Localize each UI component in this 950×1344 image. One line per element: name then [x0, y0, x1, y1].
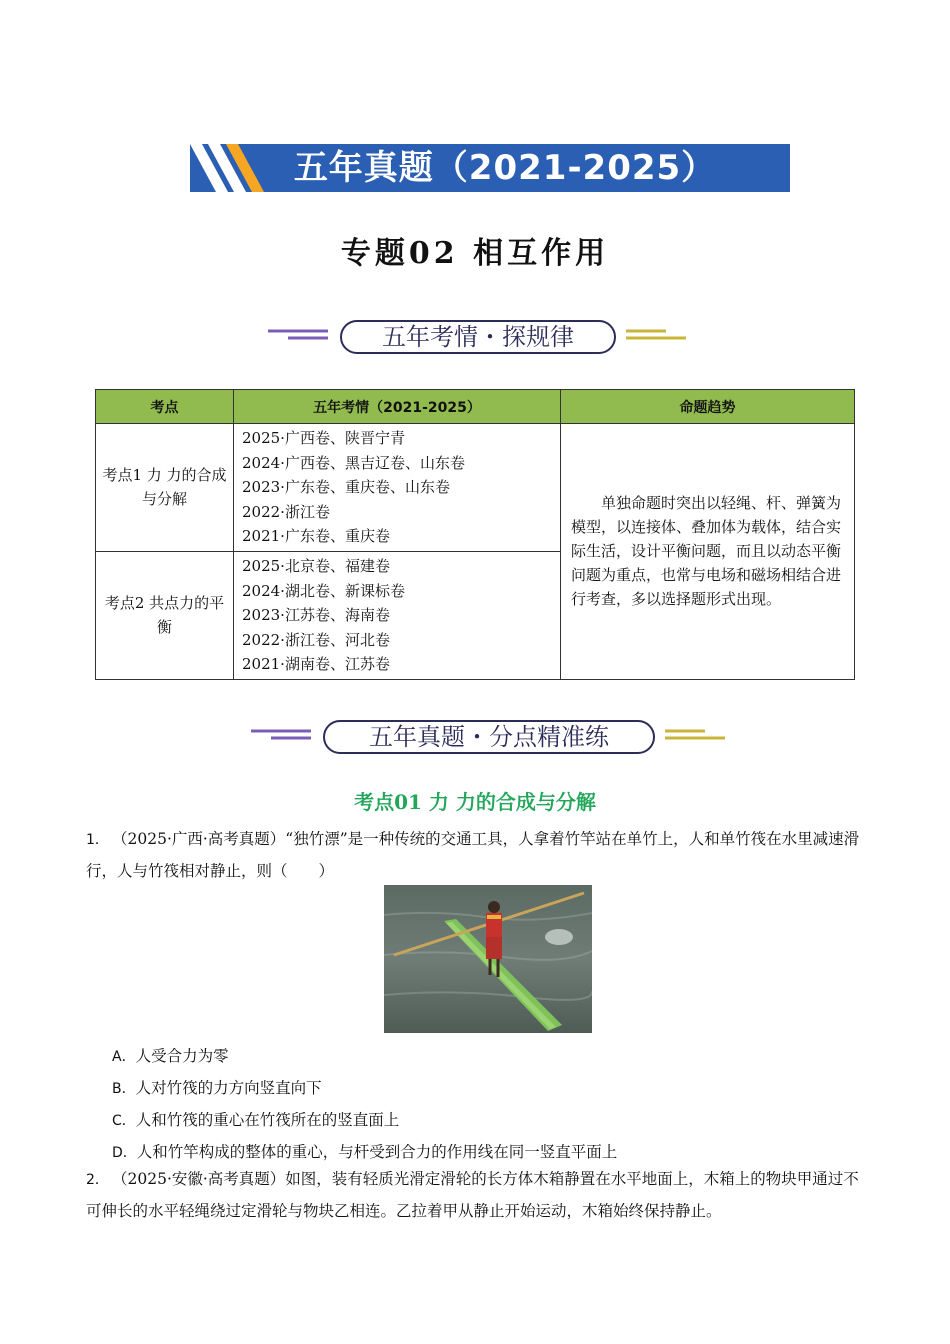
option-letter: D．: [112, 1145, 137, 1161]
option-letter: C．: [112, 1113, 136, 1129]
table-header-row: [96, 390, 855, 424]
year-line: 2025·广西卷、陕晋宁青: [242, 429, 405, 447]
year-line: 2022·浙江卷: [242, 502, 330, 521]
left-lines-decoration: [268, 328, 330, 344]
question-number: 1．: [86, 832, 109, 848]
option-text: 人和竹竿构成的整体的重心，与杆受到合力的作用线在同一竖直平面上: [136, 1143, 618, 1161]
question-text: （2025·广西·高考真题）“独竹漂”是一种传统的交通工具，人拿着竹竿站在单竹上，人和单竹筏在水里减速滑行，人与竹筏相对静止，则（ ）: [86, 830, 860, 880]
left-lines-decoration: [251, 728, 313, 744]
question-text: （2025·安徽·高考真题）如图，装有轻质光滑定滑轮的长方体木箱静置在水平地面上，木箱上的物块甲通过不可伸长的水平轻绳绕过定滑轮与物块乙相连。乙拉着甲从静止开始运动，木箱始终保持静止。: [86, 1170, 859, 1220]
option-letter: A．: [112, 1049, 136, 1065]
point-cell: 考点1 力 力的合成与分解: [96, 424, 234, 552]
header-point: 考点: [96, 390, 234, 424]
section-header-trends: [268, 320, 688, 354]
title-banner: [190, 144, 790, 192]
kaodian-title: 考点01 力 力的合成与分解: [354, 790, 596, 814]
exam-trend-table: [95, 389, 855, 680]
document-title: 专题02 相互作用: [340, 236, 610, 271]
option-text: 人受合力为零: [135, 1047, 229, 1065]
section-label: 五年真题・分点精准练: [323, 720, 655, 754]
table-row: [96, 424, 855, 552]
option-b[interactable]: [112, 1076, 322, 1098]
section-header-practice: [251, 720, 727, 754]
option-a[interactable]: [112, 1044, 229, 1066]
year-line: 2023·江苏卷、海南卷: [242, 606, 390, 625]
year-line: 2023·广东卷、重庆卷、山东卷: [242, 478, 450, 497]
point-cell: 考点2 共点力的平衡: [96, 551, 234, 679]
option-letter: B．: [112, 1081, 136, 1097]
option-text: 人和竹筏的重心在竹筏所在的竖直面上: [135, 1111, 400, 1129]
year-line: 2021·湖南卷、江苏卷: [242, 655, 390, 674]
year-line: 2021·广东卷、重庆卷: [242, 527, 390, 546]
bamboo-rafting-photo: [384, 885, 592, 1033]
section-label: 五年考情・探规律: [340, 320, 616, 354]
years-cell: [234, 551, 561, 679]
trend-cell: 单独命题时突出以轻绳、杆、弹簧为模型，以连接体、叠加体为载体，结合实际生活，设计平衡问题，而且以动态平衡问题为重点，也常与电场和磁场相结合进行考查，多以选择题形式出现。: [561, 424, 855, 680]
header-years: 五年考情（2021-2025）: [234, 390, 561, 424]
year-line: 2024·湖北卷、新课标卷: [242, 581, 405, 600]
years-cell: [234, 424, 561, 552]
right-lines-decoration: [626, 328, 688, 344]
option-text: 人对竹筏的力方向竖直向下: [135, 1079, 322, 1097]
year-line: 2024·广西卷、黑吉辽卷、山东卷: [242, 453, 465, 472]
question-number: 2．: [86, 1172, 109, 1188]
year-line: 2022·浙江卷、河北卷: [242, 630, 390, 649]
right-lines-decoration: [665, 728, 727, 744]
header-trend: 命题趋势: [561, 390, 855, 424]
question-2: [86, 1164, 862, 1227]
banner-title: 五年真题（2021-2025）: [293, 148, 717, 188]
year-line: 2025·北京卷、福建卷: [242, 556, 390, 575]
option-d[interactable]: [112, 1140, 617, 1162]
question-1: [86, 824, 862, 887]
option-c[interactable]: [112, 1108, 399, 1130]
